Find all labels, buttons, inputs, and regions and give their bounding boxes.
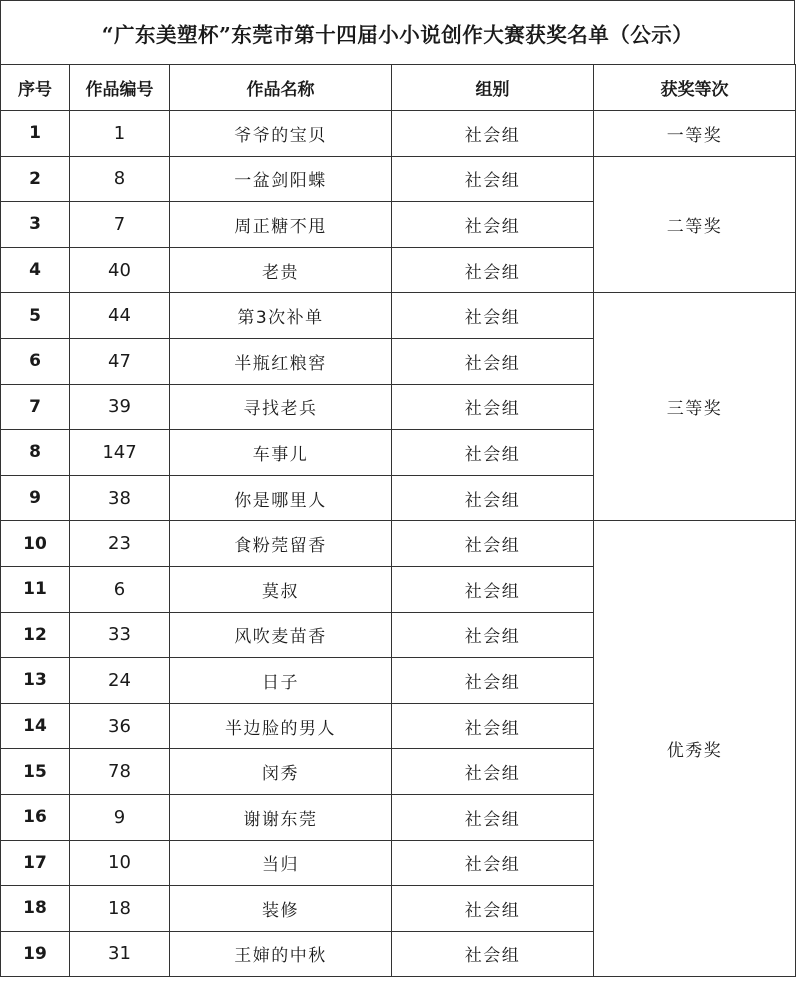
cell-work-id: 18	[70, 886, 170, 932]
cell-work-name: 寻找老兵	[170, 384, 392, 430]
cell-group: 社会组	[392, 658, 594, 704]
cell-seq: 7	[1, 384, 70, 430]
document-title: “广东美塑杯”东莞市第十四届小小说创作大赛获奖名单（公示）	[0, 0, 795, 65]
cell-work-name: 装修	[170, 886, 392, 932]
cell-seq: 19	[1, 931, 70, 977]
cell-work-id: 10	[70, 840, 170, 886]
cell-work-name: 老贵	[170, 247, 392, 293]
cell-work-id: 6	[70, 566, 170, 612]
table-header-row	[1, 65, 796, 111]
cell-work-id: 36	[70, 703, 170, 749]
cell-work-name: 半边脸的男人	[170, 703, 392, 749]
cell-seq: 13	[1, 658, 70, 704]
cell-work-id: 9	[70, 794, 170, 840]
table-row	[1, 521, 796, 567]
cell-group: 社会组	[392, 931, 594, 977]
cell-work-id: 1	[70, 111, 170, 157]
cell-seq: 16	[1, 794, 70, 840]
cell-work-id: 24	[70, 658, 170, 704]
cell-group: 社会组	[392, 475, 594, 521]
cell-seq: 5	[1, 293, 70, 339]
cell-work-id: 147	[70, 430, 170, 476]
cell-seq: 2	[1, 156, 70, 202]
cell-work-id: 44	[70, 293, 170, 339]
header-work-name: 作品名称	[170, 65, 392, 111]
cell-seq: 4	[1, 247, 70, 293]
cell-work-name: 食粉莞留香	[170, 521, 392, 567]
cell-seq: 1	[1, 111, 70, 157]
cell-seq: 8	[1, 430, 70, 476]
cell-seq: 15	[1, 749, 70, 795]
cell-work-id: 38	[70, 475, 170, 521]
cell-group: 社会组	[392, 521, 594, 567]
table-row	[1, 111, 796, 157]
cell-seq: 18	[1, 886, 70, 932]
cell-work-id: 33	[70, 612, 170, 658]
cell-work-name: 风吹麦苗香	[170, 612, 392, 658]
cell-group: 社会组	[392, 338, 594, 384]
cell-award-level: 一等奖	[594, 111, 796, 157]
cell-seq: 6	[1, 338, 70, 384]
cell-work-id: 78	[70, 749, 170, 795]
cell-seq: 10	[1, 521, 70, 567]
cell-group: 社会组	[392, 247, 594, 293]
cell-work-name: 第3次补单	[170, 293, 392, 339]
cell-work-name: 一盆剑阳蝶	[170, 156, 392, 202]
cell-work-id: 47	[70, 338, 170, 384]
cell-award-level: 优秀奖	[594, 521, 796, 977]
cell-seq: 11	[1, 566, 70, 612]
cell-group: 社会组	[392, 293, 594, 339]
cell-group: 社会组	[392, 384, 594, 430]
cell-work-id: 8	[70, 156, 170, 202]
award-table	[0, 64, 796, 977]
cell-work-name: 莫叔	[170, 566, 392, 612]
header-seq: 序号	[1, 65, 70, 111]
cell-group: 社会组	[392, 156, 594, 202]
cell-work-id: 39	[70, 384, 170, 430]
header-award-level: 获奖等次	[594, 65, 796, 111]
cell-seq: 12	[1, 612, 70, 658]
cell-work-name: 闵秀	[170, 749, 392, 795]
cell-work-name: 爷爷的宝贝	[170, 111, 392, 157]
cell-seq: 14	[1, 703, 70, 749]
table-body	[1, 111, 796, 977]
cell-work-name: 王婶的中秋	[170, 931, 392, 977]
cell-award-level: 二等奖	[594, 156, 796, 293]
cell-work-name: 当归	[170, 840, 392, 886]
cell-award-level: 三等奖	[594, 293, 796, 521]
table-row	[1, 293, 796, 339]
cell-work-id: 40	[70, 247, 170, 293]
header-work-id: 作品编号	[70, 65, 170, 111]
cell-work-id: 23	[70, 521, 170, 567]
cell-work-id: 7	[70, 202, 170, 248]
cell-group: 社会组	[392, 886, 594, 932]
cell-work-name: 日子	[170, 658, 392, 704]
cell-group: 社会组	[392, 612, 594, 658]
cell-work-name: 周正糖不甩	[170, 202, 392, 248]
cell-work-name: 车事儿	[170, 430, 392, 476]
table-row	[1, 156, 796, 202]
cell-seq: 9	[1, 475, 70, 521]
cell-work-name: 半瓶红粮窖	[170, 338, 392, 384]
cell-seq: 17	[1, 840, 70, 886]
cell-group: 社会组	[392, 566, 594, 612]
cell-work-name: 你是哪里人	[170, 475, 392, 521]
cell-work-name: 谢谢东莞	[170, 794, 392, 840]
cell-group: 社会组	[392, 794, 594, 840]
header-group: 组别	[392, 65, 594, 111]
cell-group: 社会组	[392, 749, 594, 795]
cell-group: 社会组	[392, 840, 594, 886]
cell-seq: 3	[1, 202, 70, 248]
cell-group: 社会组	[392, 111, 594, 157]
cell-work-id: 31	[70, 931, 170, 977]
cell-group: 社会组	[392, 430, 594, 476]
cell-group: 社会组	[392, 202, 594, 248]
cell-group: 社会组	[392, 703, 594, 749]
